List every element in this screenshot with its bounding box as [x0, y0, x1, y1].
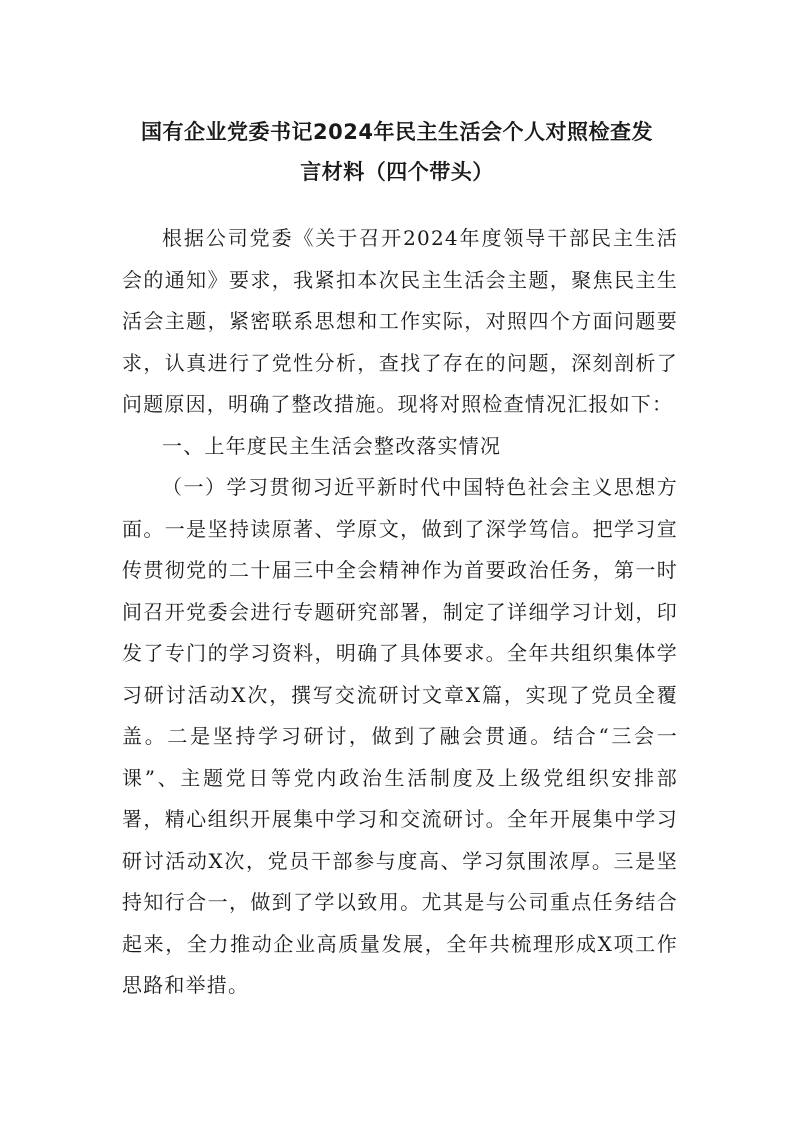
document-title: 国有企业党委书记2024年民主生活会个人对照检查发言材料（四个带头）: [141, 120, 653, 184]
section-heading: 一、上年度民主生活会整改落实情况: [162, 433, 502, 458]
intro-paragraph: 根据公司党委《关于召开2024年度领导干部民主生活会的通知》要求，我紧扣本次民主生活会主题，聚焦民主生活会主题，紧密联系思想和工作实际，对照四个方面问题要求，认真进行了党性分析，查找了存在的问题，深刻剖析了问题原因，明确了整改措施。现将对照检查情况汇报如下：: [122, 226, 678, 416]
body-paragraph: （一）学习贯彻习近平新时代中国特色社会主义思想方面。一是坚持读原著、学原文，做到了深学笃信。把学习宣传贯彻党的二十届三中全会精神作为首要政治任务，第一时间召开党委会进行专题研究部署，制定了详细学习计划，印发了专门的学习资料，明确了具体要求。全年共组织集体学习研讨活动X次，撰写交流研讨文章X篇，实现了党员全覆盖。二是坚持学习研讨，做到了融会贯通。结合“三会一课”、主题党日等党内政治生活制度及上级党组织安排部署，精心组织开展集中学习和交流研讨。全年开展集中学习研讨活动X次，党员干部参与度高、学习氛围浓厚。三是坚持知行合一，做到了学以致用。尤其是与公司重点任务结合起来，全力推动企业高质量发展，全年共梳理形成X项工作思路和举措。: [122, 475, 678, 997]
document-body: [122, 218, 678, 1007]
